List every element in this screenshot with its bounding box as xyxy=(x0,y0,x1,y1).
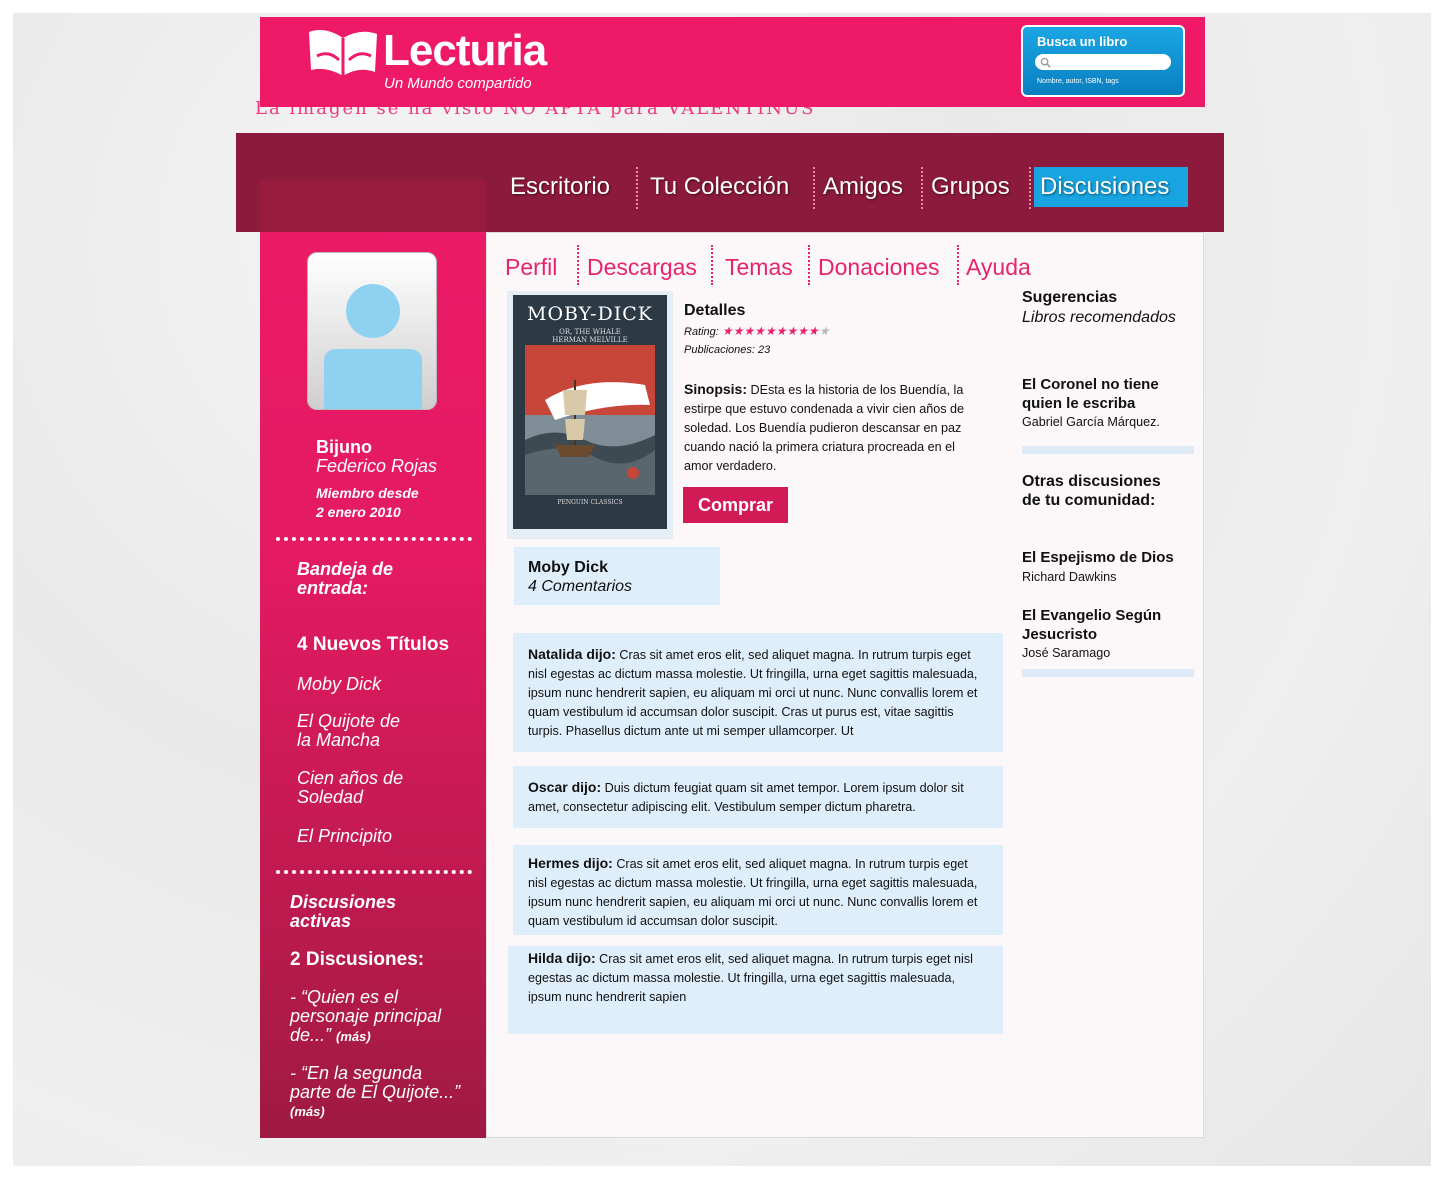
more-link[interactable]: (más) xyxy=(290,1104,325,1119)
sidebar-top-overlay xyxy=(260,180,486,232)
nav-divider xyxy=(921,167,923,209)
suggestions-subtitle: Libros recomendados xyxy=(1022,309,1176,326)
section-divider-bar xyxy=(1022,446,1194,454)
inbox-title-line: entrada: xyxy=(297,578,369,598)
inbox-book-item[interactable] xyxy=(297,712,400,750)
discussion-line: de...” xyxy=(290,1025,332,1045)
comment-text: Cras sit amet eros elit, sed aliquet magna. In rutrum turpis eget nisl egestas ac dictum massa molestie. Ut fringilla, urna eget sagittis malesuada, ipsum nunc hendrerit sapien xyxy=(528,952,973,1004)
cover-subtitle-line: OR, THE WHALE xyxy=(559,328,621,336)
comment-body xyxy=(528,949,976,1007)
cover-subtitle-line: HERMAN MELVILLE xyxy=(552,336,628,344)
whale-ship-illustration xyxy=(525,345,655,495)
member-since-date: 2 enero 2010 xyxy=(316,504,401,520)
nav-divider xyxy=(636,167,638,209)
search-input[interactable] xyxy=(1035,54,1171,70)
other-discussion-title[interactable]: El Espejismo de Dios xyxy=(1022,549,1174,566)
banner-text: La imagen se ha visto NO APTA para VALENTINUS xyxy=(255,99,816,119)
nav-discusiones[interactable]: Discusiones xyxy=(1034,167,1188,207)
brand-name[interactable]: Lecturia xyxy=(383,26,547,75)
section-divider-bar xyxy=(1022,669,1194,677)
inbox-title xyxy=(297,560,393,598)
inbox-book-item[interactable]: Moby Dick xyxy=(297,674,382,694)
active-discussions-count: 2 Discusiones: xyxy=(290,949,425,970)
book-cover[interactable] xyxy=(513,295,667,529)
star-filled-icon[interactable]: ★ xyxy=(732,324,744,338)
divider-dots xyxy=(276,870,472,874)
star-filled-icon[interactable]: ★ xyxy=(808,324,819,338)
inbox-title-line: Bandeja de xyxy=(297,559,394,579)
search-hint: Nombre, autor, ISBN, tags xyxy=(1037,78,1119,85)
buy-button[interactable]: Comprar xyxy=(683,487,788,523)
other-discussions-title xyxy=(1022,472,1161,510)
inbox-book-line: Soledad xyxy=(297,787,364,807)
star-filled-icon[interactable]: ★ xyxy=(721,324,733,338)
details-heading: Detalles xyxy=(684,302,746,319)
other-discussion-author: José Saramago xyxy=(1022,646,1111,660)
topic-title[interactable]: Moby Dick xyxy=(528,559,609,576)
avatar[interactable] xyxy=(307,252,437,410)
star-filled-icon[interactable]: ★ xyxy=(797,324,809,338)
comment-author[interactable]: Hilda dijo: xyxy=(528,950,596,966)
star-empty-icon[interactable]: ★ xyxy=(818,324,830,338)
subnav-descargas[interactable]: Descargas xyxy=(587,254,697,280)
other-discussion-line: El Evangelio Según xyxy=(1022,607,1162,624)
discussion-line: - “Quien es el xyxy=(290,987,399,1007)
divider-dots xyxy=(276,537,472,541)
other-discussion-title[interactable] xyxy=(1022,606,1161,644)
subnav-divider xyxy=(957,245,959,285)
suggested-book-line: El Coronel no tiene xyxy=(1022,376,1159,393)
nav-amigos[interactable]: Amigos xyxy=(823,173,904,200)
star-filled-icon[interactable]: ★ xyxy=(743,324,755,338)
rating-label: Rating: xyxy=(684,326,719,338)
search-panel xyxy=(1021,25,1185,97)
subnav-temas[interactable]: Temas xyxy=(725,254,793,280)
inbox-book-line: la Mancha xyxy=(297,730,381,750)
comment-text: Cras sit amet eros elit, sed aliquet magna. In rutrum turpis eget nisl egestas ac dictum massa molestie. Ut fringilla, urna eget sagittis malesuada, ipsum nunc hendrerit sapien, eu aliquam mi orci ut nunc. Nunc convallis lorem et quam vestibulum id accumsan dolor suscipit. Cras ut purus est, vitae sagittis turpis. Phasellus dictum ante ut mi semper ullamcorper. Ut xyxy=(528,648,978,738)
star-filled-icon[interactable]: ★ xyxy=(786,324,798,338)
other-discussion-author: Richard Dawkins xyxy=(1022,570,1117,584)
brand-tagline: Un Mundo compartido xyxy=(384,75,532,92)
star-filled-icon[interactable]: ★ xyxy=(775,324,787,338)
publications-count: Publicaciones: 23 xyxy=(684,344,771,356)
banner-strip xyxy=(255,99,1205,119)
inbox-book-line: El Quijote de xyxy=(297,711,401,731)
cover-footer: PENGUIN CLASSICS xyxy=(557,499,623,506)
synopsis xyxy=(684,380,984,476)
rating-stars[interactable] xyxy=(722,324,830,338)
user-silhouette-icon xyxy=(308,253,436,409)
comment-body xyxy=(528,645,988,741)
rating-row xyxy=(684,324,830,338)
synopsis-text: DEsta es la historia de los Buendía, la estirpe que estuvo condenada a vivir cien años de soledad. Los Buendía pudieron descansar en paz cuando nació la primera criatura procreada en el amor verdadero. xyxy=(684,383,965,473)
other-discussion-line: Jesucristo xyxy=(1022,626,1098,643)
topic-comments-count: 4 Comentarios xyxy=(528,578,633,595)
subnav-divider xyxy=(577,245,579,285)
nav-grupos[interactable]: Grupos xyxy=(931,173,1010,200)
inbox-book-item[interactable] xyxy=(297,769,403,807)
subnav-donaciones[interactable]: Donaciones xyxy=(818,254,940,280)
comment-text: Duis dictum feugiat quam sit amet tempor. Lorem ipsum dolor sit amet, consectetur adipiscing elit. Vestibulum semper dictum pharetra. xyxy=(528,781,964,814)
nav-tu-coleccion[interactable]: Tu Colección xyxy=(650,173,790,200)
member-since-label: Miembro desde xyxy=(316,485,419,501)
inbox-book-item[interactable]: El Principito xyxy=(297,826,393,846)
discussion-line: personaje principal xyxy=(290,1006,442,1026)
star-filled-icon[interactable]: ★ xyxy=(764,324,776,338)
inbox-book-line: Cien años de xyxy=(297,768,404,788)
more-link[interactable]: (más) xyxy=(336,1029,371,1044)
comment-author[interactable]: Hermes dijo: xyxy=(528,855,613,871)
subnav-ayuda[interactable]: Ayuda xyxy=(966,254,1031,280)
synopsis-label: Sinopsis: xyxy=(684,381,748,397)
active-discussions-title xyxy=(290,893,396,931)
suggested-book-title[interactable] xyxy=(1022,375,1159,413)
profile-fullname: Federico Rojas xyxy=(316,456,438,476)
comment-body xyxy=(528,854,990,931)
star-filled-icon[interactable]: ★ xyxy=(754,324,765,338)
subnav-divider xyxy=(808,245,810,285)
cover-title: MOBY-DICK xyxy=(526,303,653,325)
suggested-book-author: Gabriel García Márquez. xyxy=(1022,415,1160,429)
profile-username[interactable]: Bijuno xyxy=(316,437,372,457)
discussion-line: - “En la segunda xyxy=(290,1063,423,1083)
active-discussion-item[interactable] xyxy=(290,1064,460,1121)
nav-divider xyxy=(1029,167,1031,209)
cover-subtitle xyxy=(513,328,667,344)
subnav-perfil[interactable]: Perfil xyxy=(505,254,558,280)
inbox-new-titles[interactable]: 4 Nuevos Títulos xyxy=(297,634,450,655)
comment-text: Cras sit amet eros elit, sed aliquet magna. In rutrum turpis eget nisl egestas ac dictum massa molestie. Ut fringilla, urna eget sagittis malesuada, ipsum nunc hendrerit sapien, eu aliquam mi orci ut nunc. Nunc convallis lorem et quam vestibulum id accumsan dolor suscipit. xyxy=(528,857,978,928)
active-discussion-item[interactable] xyxy=(290,988,441,1046)
discussion-line: parte de El Quijote...” xyxy=(290,1082,461,1102)
book-logo-icon[interactable] xyxy=(305,26,381,80)
active-discussions-title-line: activas xyxy=(290,911,352,931)
comment-body xyxy=(528,778,990,817)
nav-divider xyxy=(813,167,815,209)
nav-escritorio[interactable]: Escritorio xyxy=(510,173,611,200)
search-title: Busca un libro xyxy=(1037,34,1128,49)
subnav-divider xyxy=(711,245,713,285)
suggestions-title: Sugerencias xyxy=(1022,289,1118,306)
search-icon xyxy=(1040,57,1051,68)
comment-author[interactable]: Natalida dijo: xyxy=(528,646,616,662)
active-discussions-title-line: Discusiones xyxy=(290,892,397,912)
comment-author[interactable]: Oscar dijo: xyxy=(528,779,602,795)
suggested-book-line: quien le escriba xyxy=(1022,395,1136,412)
other-discussions-title-line: Otras discusiones xyxy=(1022,473,1161,490)
other-discussions-title-line: de tu comunidad: xyxy=(1022,492,1156,509)
